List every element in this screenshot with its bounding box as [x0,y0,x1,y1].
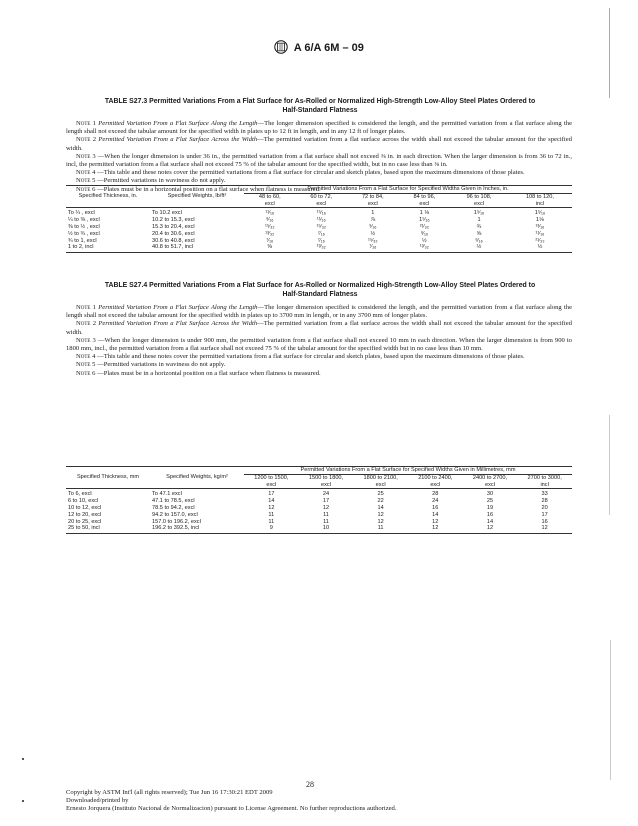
copyright-footer: Copyright by ASTM Int'l (all rights reserved); Tue Jun 16 17:30:21 EDT 2009 Downloaded/printed by Ernesto Jorquera (Instituto Nacional de Normalizacion) pursuant to License Agreement. No further reproductions authorized. [66,789,397,812]
cell-thickness: ½ to ¾ , excl [68,230,100,237]
table-row [66,217,572,224]
cell-variation: ¹⁵⁄₃₂ [316,223,327,230]
note-4 [66,169,572,177]
cell-variation: 12 [268,504,275,511]
table-caption-s27-3: TABLE S27.3 Permitted Variations From a Flat Surface for As-Rolled or Normalized High-Strength Low-Alloy Steel Plates Ordered to Half-Standard Flatness [104,98,536,114]
note-text: —When the longer dimension is under 900 mm, the permitted variation from a flat surface shall not exceed 10 mm in each direction. When the larger dimension is from 900 to 1800 mm, incl., the permitted variation from a flat surface shall not exceed 75 % of the tabular amount for the specified width but in no case less than 10 mm. [66,336,572,353]
width-col-header: 60 to 72, [310,193,333,200]
note-label: Note 3 [76,336,96,344]
cell-variation: ⅞ [370,217,376,224]
width-col-qualifier: incl [508,201,572,208]
cell-variation: 1⁵⁄₁₆ [534,210,546,217]
note-title: Permitted Variation From a Flat Surface Across the Width [98,320,258,328]
cell-variation: 24 [322,491,330,498]
cell-variation: ⁷⁄₁₆ [266,237,274,244]
col-header-weights: Specified Weights, kg/m² [150,467,244,489]
cell-weight: 40.8 to 51.7, incl [150,244,244,252]
cell-variation: 1 [371,210,375,217]
width-col-qualifier: excl [408,482,463,489]
cell-variation: 11 [268,518,275,525]
cell-variation: 12 [463,525,518,533]
cell-variation: 33 [541,491,548,498]
note-label: Note 5 [76,177,96,185]
cell-weight: To 47.1 excl [152,491,182,498]
note-text: —The longer dimension specified is considered the length, and the permitted variation from a flat surface along the length shall not exceed the tabular amount for the specified width in plates up to 12 ft in length, and in any 12 ft of longer plates. [66,120,572,136]
cell-variation: 11 [268,511,275,518]
col-header-thickness: Specified Thickness, mm [66,467,150,489]
width-col-header: 84 to 96, [413,193,436,200]
cell-variation: ²¹⁄₃₂ [419,223,429,230]
cell-weight: 157.0 to 196.2, excl [152,518,201,525]
cell-variation: 16 [541,518,548,525]
table-row [66,512,572,519]
cell-variation: 17 [322,498,330,505]
cell-variation: ⁹⁄₁₆ [475,237,483,244]
margin-line [609,415,610,515]
cell-thickness: 20 to 25, excl [68,518,102,525]
cell-variation: 1⅛ [536,217,544,224]
note-title: Permitted Variation From a Flat Surface Along the Length [98,304,258,311]
cell-variation: 16 [486,511,494,518]
cell-variation: ⁹⁄₁₆ [420,230,429,237]
cell-variation: ¹³⁄₃₂ [296,244,348,252]
width-col-qualifier: excl [463,482,518,489]
cell-weight: 15.3 to 20.4, excl [152,223,195,230]
width-col-header: 2400 to 2700, [472,474,508,481]
page-header [0,40,638,54]
cell-variation: ½ [450,244,508,252]
astm-logo-icon [274,40,288,54]
cell-thickness: 25 to 50, incl [66,525,150,533]
cell-variation: 30 [486,491,494,498]
note-label: Note 2 [76,136,97,144]
table-notes-s27-3 [66,120,572,194]
width-col-qualifier: excl [353,482,408,489]
cell-thickness: 1 to 2, incl [66,244,150,252]
width-col-qualifier: excl [450,201,508,208]
cell-variation: 12 [377,518,384,525]
note-label: Note 5 [76,361,96,369]
width-col-header: 2700 to 3000, [527,474,562,481]
table-notes-s27-4 [66,304,572,378]
cell-thickness: To 6, excl [68,491,92,498]
margin-mark [22,758,24,760]
table-row [66,208,572,217]
cell-variation: 1⁵⁄₁₆ [473,210,485,217]
cell-variation: 14 [432,511,439,518]
cell-weight: 30.6 to 40.8, excl [152,237,195,244]
cell-variation: ¹³⁄₃₂ [399,244,451,252]
group-header: Permitted Variations From a Flat Surface for Specified Widths Given in Millimetres, mm [244,467,572,475]
cell-weight: 94.2 to 157.0, excl [152,511,198,518]
cell-variation: 11 [323,511,329,518]
width-col-qualifier: incl [517,482,572,489]
cell-variation: ¾ [476,223,482,230]
cell-variation: 25 [486,498,494,505]
cell-variation: 11 [353,525,408,533]
note-label: Note 4 [76,169,96,177]
table-row [66,505,572,512]
cell-variation: 1 ⅛ [419,210,430,217]
width-col-header: 2100 to 2400, [418,474,453,481]
cell-variation: 14 [377,504,384,511]
designation: A 6/A 6M – 09 [293,42,364,54]
note-text: —This table and these notes cover the permitted variations from a flat surface for circular and sketch plates, based upon the maximum dimensions of those plates. [97,353,525,361]
cell-variation: 17 [268,491,275,498]
col-header-weights: Specified Weights, lb/ft² [150,186,244,208]
width-col-header: 96 to 108, [466,193,492,200]
col-header-thickness: Specified Thickness, in. [66,186,150,208]
width-col-header: 72 to 84, [361,193,384,200]
note-1 [66,120,572,136]
note-label: Note 2 [76,320,97,328]
cell-variation: ¹¹⁄₁₆ [535,230,545,237]
note-text: —This table and these notes cover the permitted variations from a flat surface for circular and sketch plates, based upon the maximum dimensions of those plates. [97,169,525,177]
cell-thickness: 10 to 12, excl [68,504,102,511]
note-text: —Plates must be in a horizontal position on a flat surface when flatness is measured. [97,185,321,193]
note-title: Permitted Variation From a Flat Surface Across the Width [98,136,258,144]
group-header: Permitted Variations From a Flat Surface for Specified Widths Given in Inches, in. [244,186,572,194]
cell-variation: 25 [377,491,384,498]
width-col-header: 1500 to 1800, [308,474,344,481]
note-6 [66,370,572,378]
cell-variation: ½ [370,230,376,237]
cell-variation: 12 [322,504,330,511]
width-col-qualifier: excl [299,482,354,489]
cell-variation: 12 [432,518,439,525]
note-label: Note 6 [76,185,96,193]
margin-mark [22,800,24,802]
cell-variation: ¹¹⁄₁₆ [265,210,275,217]
note-label: Note 3 [76,152,96,160]
cell-variation: 1⁵⁄₁₆ [419,217,430,224]
note-label: Note 6 [76,369,96,377]
cell-variation: 19 [486,504,494,511]
cell-thickness: 6 to 10, excl [68,498,99,505]
note-text: —The permitted variation from a flat surface across the width shall not exceed the tabular amount for the specified width. [66,136,572,152]
cell-variation: ⁹⁄₁₆ [369,223,377,230]
cell-variation: 16 [432,504,439,511]
table-row [66,231,572,238]
cell-variation: ¹⁵⁄₃₂ [264,223,275,230]
cell-variation: ¹³⁄₁₆ [535,223,545,230]
note-text: —The longer dimension specified is considered the length, and the permitted variation from a flat surface along the length shall not exceed the tabular amount for the specified width in plates up to 3700 mm in length, or in any 3700 mm of longer plates. [66,304,572,320]
width-col-qualifier: excl [244,482,299,489]
note-text: —Permitted variations in waviness do not apply. [97,361,226,369]
data-table-s27-3 [66,185,572,253]
cell-variation: ¹³⁄₃₂ [265,230,275,237]
cell-variation: 22 [377,498,384,505]
cell-variation: 28 [432,491,439,498]
width-col-qualifier: excl [347,201,399,208]
table-row [66,238,572,245]
page-number: 28 [306,780,314,789]
width-col-header: 108 to 120, [525,193,554,200]
width-col-qualifier: excl [244,201,296,208]
table-row [66,489,572,498]
cell-variation: 28 [541,498,548,505]
cell-variation: ⅝ [476,230,482,237]
table-row [66,224,572,231]
cell-variation: 1 [477,217,481,224]
cell-variation: 14 [268,498,275,505]
cell-variation: 24 [432,498,439,505]
cell-variation: 14 [486,518,494,525]
cell-weight: 47.1 to 78.5, excl [152,498,195,505]
cell-weight: 20.4 to 30.6, excl [152,230,195,237]
width-col-qualifier: excl [296,201,348,208]
cell-weight: 10.2 to 15.3, excl [152,217,195,224]
table-row [66,244,572,252]
width-col-header: 1800 to 2100, [363,474,398,481]
cell-variation: ⁷⁄₁₆ [317,237,325,244]
cell-variation: ⅜ [244,244,296,252]
cell-variation: 11 [323,518,329,525]
cell-variation: ¹⁵⁄₃₂ [368,237,378,244]
cell-variation: 17 [541,511,548,518]
cell-variation: 12 [377,511,384,518]
note-text: —Plates must be in a horizontal position on a flat surface when flatness is measured. [97,369,321,377]
cell-thickness: ¾ to 1, excl [68,237,97,244]
note-3 [66,337,572,353]
cell-variation: ⁹⁄₁₆ [266,217,274,224]
note-text: —The permitted variation from a flat surface across the width shall not exceed the tabular amount for the specified width. [66,320,572,336]
table-row [66,519,572,526]
cell-thickness: 12 to 20, excl [68,511,102,518]
note-title: Permitted Variation From a Flat Surface Along the Length [98,120,258,127]
cell-weight: 196.2 to 392.5, incl [150,525,244,533]
cell-thickness: To ¼ , excl [68,210,95,217]
table-row [66,525,572,533]
note-1 [66,304,572,320]
note-2 [66,136,572,152]
cell-variation: ⁷⁄₁₆ [317,230,325,237]
width-col-qualifier: excl [399,201,451,208]
note-5 [66,361,572,369]
cell-variation: 20 [541,504,548,511]
cell-variation: 10 [299,525,354,533]
note-text: —When the longer dimension is under 36 in., the permitted variation from a flat surface shall not exceed ⅜ in. in each direction. When the larger dimension is from 36 to 72 in., incl, the permitted variation from a flat surface shall not exceed 75 % of the tabular amount for the specified width, but in no case less than ⅜ in. [66,152,572,169]
note-label: Note 1 [76,304,97,311]
cell-variation: ²¹⁄₃₂ [535,237,545,244]
note-label: Note 4 [76,353,96,361]
cell-variation: 12 [408,525,463,533]
cell-variation: ½ [508,244,572,252]
width-col-header: 1200 to 1500, [254,474,289,481]
note-text: —Permitted variations in waviness do not apply. [97,177,226,185]
table-caption-s27-4: TABLE S27.4 Permitted Variations From a Flat Surface for As-Rolled or Normalized High-Strength Low-Alloy Steel Plates Ordered to Half-Standard Flatness [104,282,536,298]
cell-variation: ¹⁵⁄₁₆ [316,210,326,217]
cell-thickness: ¼ to ⅜ , excl [68,217,100,224]
cell-variation: ⁷⁄₁₆ [347,244,399,252]
note-3 [66,153,572,169]
note-2 [66,320,572,336]
table-row [66,498,572,505]
data-table-s27-4 [66,466,572,534]
note-label: Note 1 [76,120,97,127]
cell-variation: ¹¹⁄₁₆ [316,217,326,224]
width-col-header: 48 to 60, [258,193,281,200]
cell-variation: 9 [244,525,299,533]
cell-weight: To 10.2 excl [152,210,182,217]
cell-variation: 12 [517,525,572,533]
note-4 [66,353,572,361]
cell-thickness: ⅜ to ½ , excl [68,223,100,230]
cell-weight: 78.5 to 94.2, excl [152,504,195,511]
cell-variation: ½ [422,237,427,244]
margin-line [610,640,611,780]
